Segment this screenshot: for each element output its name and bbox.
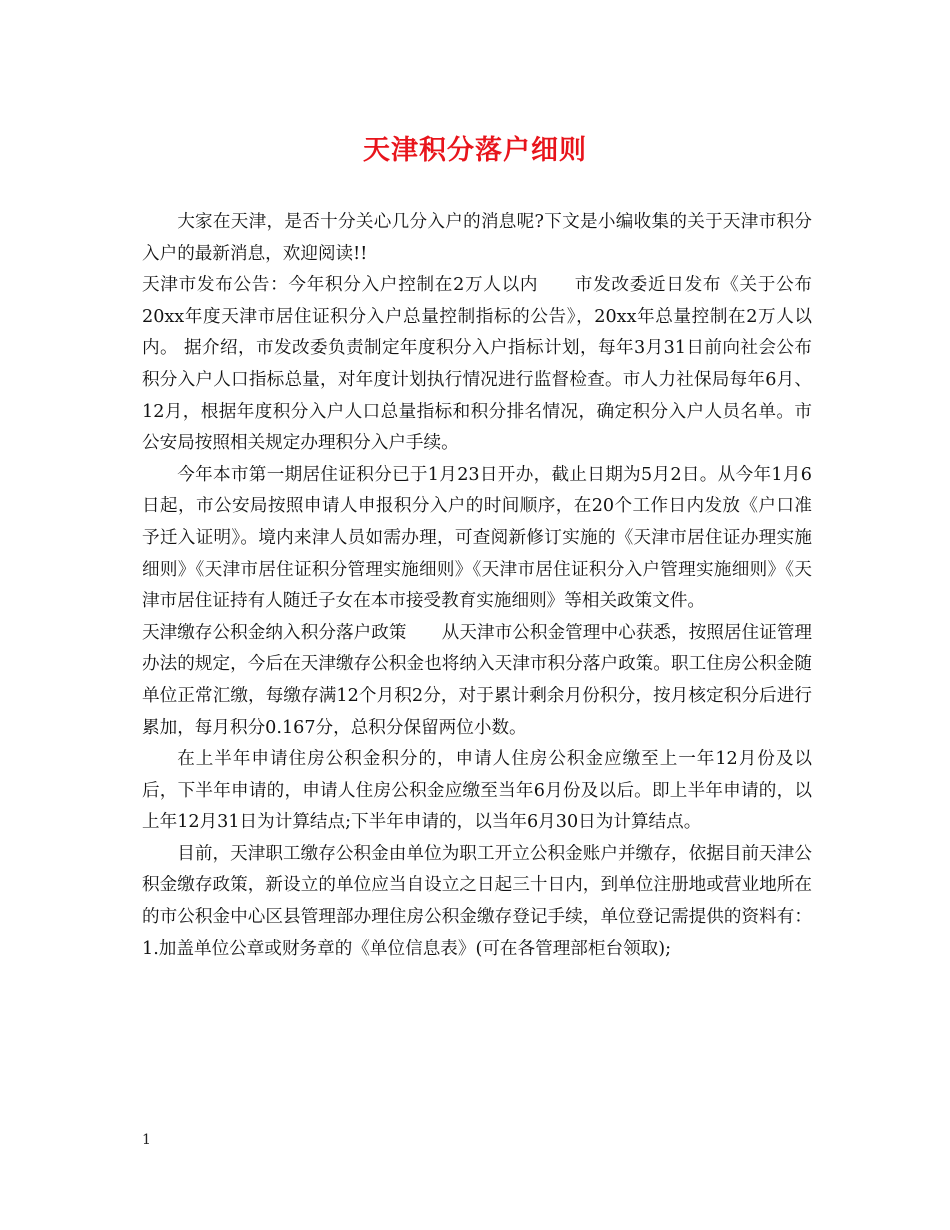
paragraph-provident-fund-policy: 天津缴存公积金纳入积分落户政策 从天津市公积金管理中心获悉，按照居住证管理办法的规定，今后在天津缴存公积金也将纳入天津市积分落户政策。职工住房公积金随单位正常汇缴，每缴存满12个月积2分，对于累计剩余月份积分，按月核定积分后进行累加，每月积分0.167分，总积分保留两位小数。 (142, 622, 812, 738)
document-body (142, 207, 812, 965)
document-title: 天津积分落户细则 (363, 135, 587, 166)
paragraph-application-timing: 在上半年申请住房公积金积分的，申请人住房公积金应缴至上一年12月份及以后，下半年申请的，申请人住房公积金应缴至当年6月份及以后。即上半年申请的，以上年12月31日为计算结点;下半年申请的，以当年6月30日为计算结点。 (142, 749, 812, 833)
page-number: 1 (142, 1132, 151, 1148)
paragraph-intro: 大家在天津，是否十分关心几分入户的消息呢?下文是小编收集的关于天津市积分入户的最新消息，欢迎阅读!! (142, 212, 812, 264)
paragraph-announcement: 天津市发布公告：今年积分入户控制在2万人以内 市发改委近日发布《关于公布20xx年度天津市居住证积分入户总量控制指标的公告》，20xx年总量控制在2万人以内。 据介绍，市发改委负责制定年度积分入户指标计划，每年3月31日前向社会公布积分入户人口指标总量，对年度计划执行情况进行监督检查。市人力社保局每年6月、12月，根据年度积分入户人口总量指标和积分排名情况，确定积分入户人员名单。市公安局按照相关规定办理积分入户手续。 (142, 275, 812, 454)
paragraph-current-procedure: 目前，天津职工缴存公积金由单位为职工开立公积金账户并缴存，依据目前天津公积金缴存政策，新设立的单位应当自设立之日起三十日内，到单位注册地或营业地所在的市公积金中心区县管理部办理住房公积金缴存登记手续，单位登记需提供的资料有：1.加盖单位公章或财务章的《单位信息表》(可在各管理部柜台领取); (142, 843, 812, 959)
paragraph-first-period: 今年本市第一期居住证积分已于1月23日开办，截止日期为5月2日。从今年1月6日起，市公安局按照申请人申报积分入户的时间顺序，在20个工作日内发放《户口准予迁入证明》。境内来津人员如需办理，可查阅新修订实施的《天津市居住证办理实施细则》《天津市居住证积分管理实施细则》《天津市居住证积分入户管理实施细则》《天津市居住证持有人随迁子女在本市接受教育实施细则》等相关政策文件。 (142, 464, 812, 612)
